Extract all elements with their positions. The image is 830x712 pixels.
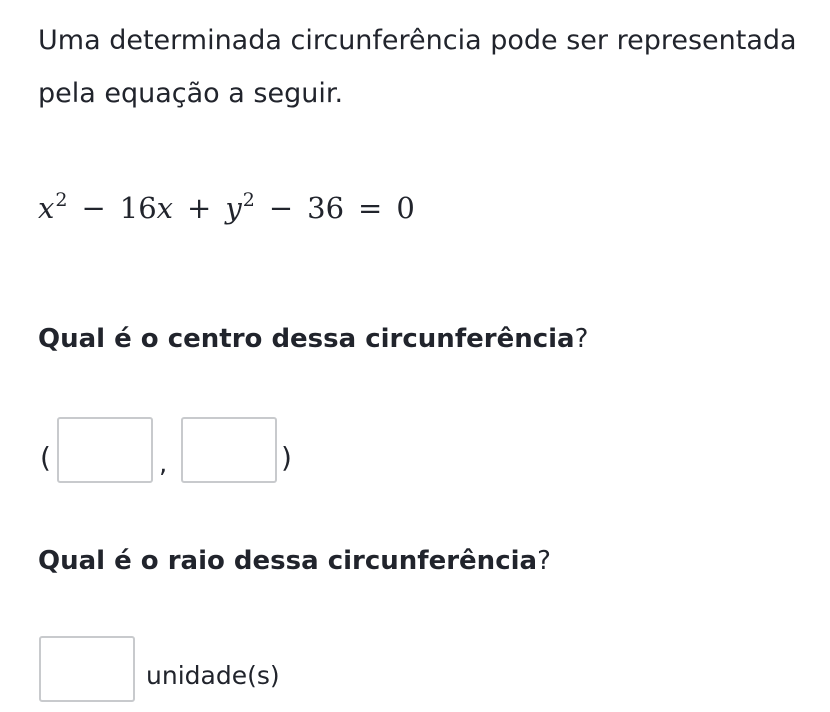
close-paren: ) [281, 441, 292, 474]
problem-statement-line-2: pela equação a seguir. [38, 78, 344, 109]
coordinate-comma: , [159, 449, 168, 479]
equation-rhs: 0 [396, 191, 415, 225]
problem-statement-line-1: Uma determinada circunferência pode ser representada [38, 25, 797, 56]
equation-plus: + [187, 191, 212, 225]
equation-constant: 36 [307, 191, 345, 225]
radius-unit-label: unidade(s) [146, 661, 280, 690]
center-question-text: Qual é o centro dessa circunferência [38, 324, 575, 354]
radius-input[interactable] [39, 636, 135, 702]
radius-question [38, 544, 551, 578]
circle-equation [38, 188, 415, 232]
radius-question-text: Qual é o raio dessa circunferência [38, 546, 538, 576]
center-x-input[interactable] [57, 417, 153, 483]
equation-equals: = [358, 191, 383, 225]
center-question-mark: ? [574, 324, 589, 354]
center-y-input[interactable] [181, 417, 277, 483]
open-paren: ( [40, 441, 51, 474]
problem-statement [38, 14, 818, 120]
equation-coefficient: 16 [119, 191, 157, 225]
equation-y-exponent: 2 [242, 189, 255, 211]
radius-question-mark: ? [537, 546, 551, 576]
equation-minus-1: − [81, 191, 106, 225]
equation-x-exponent: 2 [55, 189, 68, 211]
equation-x-linear: x [156, 191, 174, 225]
equation-minus-2: − [268, 191, 294, 225]
equation-y: y [225, 191, 242, 225]
equation-x: x [38, 191, 55, 225]
center-question [38, 322, 588, 356]
